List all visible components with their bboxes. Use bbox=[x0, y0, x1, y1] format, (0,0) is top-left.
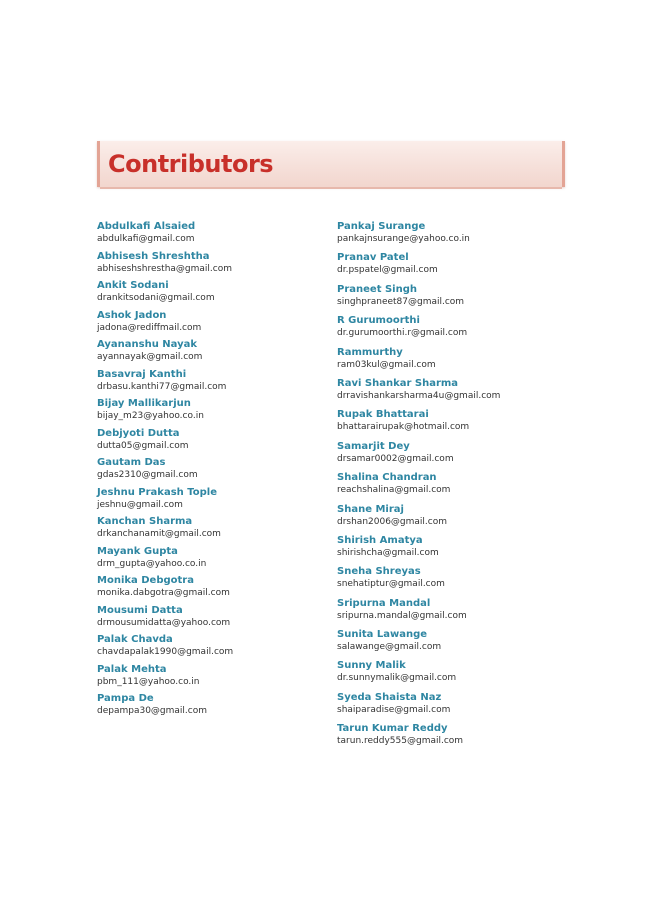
contributors-right-column bbox=[337, 220, 577, 754]
contributor-email: pankajnsurange@yahoo.co.in bbox=[337, 234, 470, 244]
contributor-email: ram03kul@gmail.com bbox=[337, 359, 436, 370]
contributor-entry bbox=[97, 515, 337, 545]
contributor-email: salawange@gmail.com bbox=[337, 642, 442, 653]
page-title: Contributors bbox=[108, 150, 274, 178]
contributor-email: chavdapalak1990@gmail.com bbox=[97, 647, 234, 657]
contributor-name: Gautam Das bbox=[97, 457, 166, 468]
contributor-entry bbox=[97, 368, 337, 398]
contributor-email: drshan2006@gmail.com bbox=[337, 516, 448, 527]
contributor-email: singhpraneet87@gmail.com bbox=[337, 296, 465, 307]
contributor-email: bijay_m23@yahoo.co.in bbox=[97, 411, 204, 421]
contributor-email: reachshalina@gmail.com bbox=[337, 485, 451, 496]
contributor-entry bbox=[337, 440, 577, 471]
contributor-name: Pankaj Surange bbox=[337, 221, 426, 232]
contributor-name: R Gurumoorthi bbox=[337, 315, 420, 327]
contributor-entry bbox=[337, 251, 577, 282]
contributor-email: drbasu.kanthi77@gmail.com bbox=[97, 381, 227, 392]
contributor-name: Ravi Shankar Sharma bbox=[337, 377, 459, 389]
contributor-email: bhattarairupak@hotmail.com bbox=[337, 422, 470, 433]
contributor-name: Rupak Bhattarai bbox=[337, 409, 429, 421]
contributor-entry bbox=[337, 722, 577, 753]
contributor-email: dutta05@gmail.com bbox=[97, 440, 189, 451]
contributor-entry bbox=[337, 377, 577, 408]
contributor-email: abhiseshshrestha@gmail.com bbox=[97, 263, 232, 274]
contributor-email: dr.gurumoorthi.r@gmail.com bbox=[337, 328, 468, 339]
contributor-entry bbox=[337, 408, 577, 439]
contributor-email: dr.pspatel@gmail.com bbox=[337, 265, 438, 276]
contributor-name: Rammurthy bbox=[337, 346, 403, 358]
contributor-email: drsamar0002@gmail.com bbox=[337, 453, 454, 464]
contributor-name: Ankit Sodani bbox=[97, 280, 169, 291]
contributor-name: Praneet Singh bbox=[337, 283, 417, 295]
contributor-entry bbox=[97, 250, 337, 280]
contributor-entry bbox=[337, 534, 577, 565]
contributor-entry bbox=[97, 338, 337, 368]
contributor-name: Bijay Mallikarjun bbox=[97, 398, 191, 409]
contributor-name: Kanchan Sharma bbox=[97, 516, 193, 527]
contributor-name: Mousumi Datta bbox=[97, 604, 183, 616]
contributor-entry bbox=[337, 314, 577, 345]
contributor-email: drm_gupta@yahoo.co.in bbox=[97, 558, 207, 569]
contributor-entry bbox=[337, 346, 577, 377]
contributor-name: Abhisesh Shreshtha bbox=[97, 250, 210, 262]
contributor-name: Pampa De bbox=[97, 693, 154, 704]
contributor-name: Monika Debgotra bbox=[97, 575, 194, 586]
contributor-name: Palak Chavda bbox=[97, 634, 173, 645]
contributor-entry bbox=[337, 565, 577, 596]
contributor-entry bbox=[97, 692, 337, 722]
contributor-entry bbox=[97, 427, 337, 457]
contributor-name: Mayank Gupta bbox=[97, 545, 178, 557]
contributor-name: Ashok Jadon bbox=[97, 309, 167, 321]
contributor-entry bbox=[337, 503, 577, 534]
contributor-email: jeshnu@gmail.com bbox=[97, 499, 183, 510]
contributor-name: Tarun Kumar Reddy bbox=[337, 723, 448, 735]
contributor-name: Samarjit Dey bbox=[337, 440, 410, 452]
contributor-email: monika.dabgotra@gmail.com bbox=[97, 588, 230, 598]
contributor-name: Shalina Chandran bbox=[337, 472, 437, 484]
contributor-name: Shane Miraj bbox=[337, 503, 404, 515]
contributor-entry bbox=[337, 659, 577, 690]
contributor-entry bbox=[337, 597, 577, 628]
contributors-left-column bbox=[97, 220, 337, 722]
contributor-entry bbox=[97, 663, 337, 693]
contributor-email: gdas2310@gmail.com bbox=[97, 470, 198, 480]
contributor-email: drankitsodani@gmail.com bbox=[97, 293, 215, 303]
contributor-entry bbox=[97, 486, 337, 516]
contributor-entry bbox=[97, 397, 337, 427]
contributor-name: Basavraj Kanthi bbox=[97, 368, 187, 380]
contributor-entry bbox=[97, 279, 337, 309]
contributor-name: Debjyoti Dutta bbox=[97, 427, 180, 439]
contributor-email: abdulkafi@gmail.com bbox=[97, 234, 195, 244]
contributor-entry bbox=[337, 220, 577, 251]
contributor-email: depampa30@gmail.com bbox=[97, 706, 208, 716]
contributor-name: Shirish Amatya bbox=[337, 534, 423, 546]
contributor-entry bbox=[97, 604, 337, 634]
contributor-name: Sripurna Mandal bbox=[337, 597, 431, 609]
contributor-name: Syeda Shaista Naz bbox=[337, 691, 442, 703]
contributor-entry bbox=[337, 283, 577, 314]
contributor-entry bbox=[97, 309, 337, 339]
contributor-entry bbox=[97, 220, 337, 250]
contributor-name: Sunita Lawange bbox=[337, 629, 428, 641]
contributor-email: sripurna.mandal@gmail.com bbox=[337, 610, 467, 621]
contributor-name: Palak Mehta bbox=[97, 663, 167, 675]
contributor-name: Jeshnu Prakash Tople bbox=[97, 486, 217, 498]
contributor-entry bbox=[97, 633, 337, 663]
contributor-name: Ayananshu Nayak bbox=[97, 339, 198, 350]
contributor-email: drravishankarsharma4u@gmail.com bbox=[337, 390, 501, 401]
contributor-entry bbox=[337, 691, 577, 722]
contributor-email: jadona@rediffmail.com bbox=[97, 322, 202, 333]
contributor-name: Sneha Shreyas bbox=[337, 566, 421, 578]
contributor-email: shirishcha@gmail.com bbox=[337, 547, 439, 558]
contributor-entry bbox=[337, 471, 577, 502]
contributor-entry bbox=[97, 545, 337, 575]
contributor-name: Pranav Patel bbox=[337, 252, 409, 264]
contributor-entry bbox=[337, 628, 577, 659]
contributor-name: Abdulkafi Alsaied bbox=[97, 221, 196, 232]
contributor-email: drkanchanamit@gmail.com bbox=[97, 529, 221, 539]
contributor-email: shaiparadise@gmail.com bbox=[337, 704, 451, 715]
contributor-email: drmousumidatta@yahoo.com bbox=[97, 617, 231, 628]
contributor-email: tarun.reddy555@gmail.com bbox=[337, 736, 464, 747]
contributor-email: dr.sunnymalik@gmail.com bbox=[337, 673, 457, 684]
contributor-email: pbm_111@yahoo.co.in bbox=[97, 676, 200, 687]
contributor-email: ayannayak@gmail.com bbox=[97, 352, 203, 362]
contributor-entry bbox=[97, 456, 337, 486]
contributor-entry bbox=[97, 574, 337, 604]
contributor-email: snehatiptur@gmail.com bbox=[337, 579, 445, 590]
contributor-name: Sunny Malik bbox=[337, 660, 406, 672]
